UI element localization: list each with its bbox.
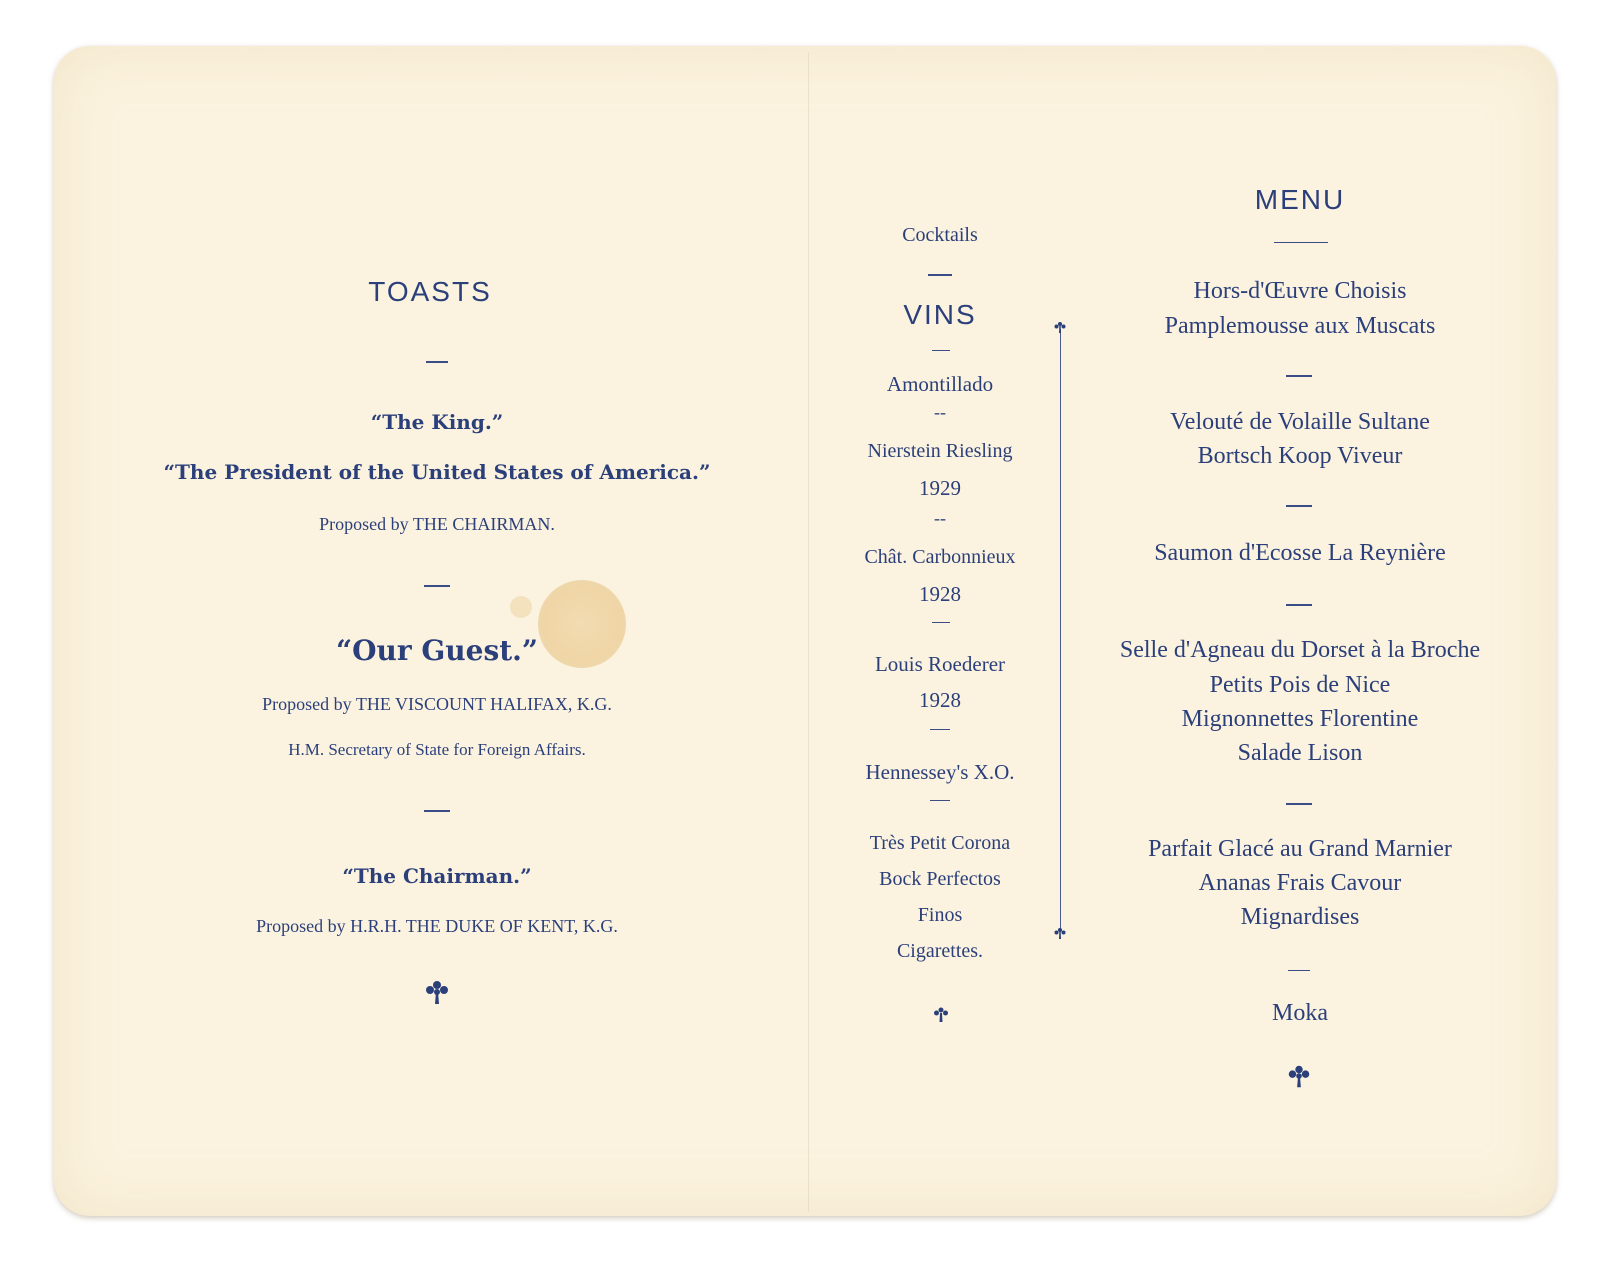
vins-title: VINS	[903, 299, 977, 330]
column-rule	[1060, 330, 1061, 932]
fleur-ornament-icon	[932, 1005, 950, 1028]
menu-course-item: Parfait Glacé au Grand Marnier	[1148, 836, 1452, 862]
toast-president: “The President of the United States of America.”	[163, 460, 711, 484]
toast3-proposed: Proposed by H.R.H. THE DUKE OF KENT, K.G.	[256, 916, 618, 936]
menu-course-item: Ananas Frais Cavour	[1198, 870, 1402, 896]
divider	[930, 729, 950, 730]
menu-course-item: Mignonnettes Florentine	[1181, 706, 1419, 732]
wine-year-riesling: 1929	[919, 476, 961, 500]
toast2-role: H.M. Secretary of State for Foreign Affairs.	[288, 740, 586, 759]
menu-course-item: Velouté de Volaille Sultane	[1170, 409, 1430, 435]
divider	[424, 585, 450, 587]
menu-course-item: Hors-d'Œuvre Choisis	[1193, 278, 1407, 304]
menu-course-item: Moka	[1272, 1000, 1328, 1026]
wine-year-roederer: 1928	[919, 688, 961, 712]
divider	[932, 350, 950, 351]
menu-course-item: Selle d'Agneau du Dorset à la Broche	[1119, 637, 1481, 663]
dash-text: --	[934, 402, 946, 422]
menu-course-item: Pamplemousse aux Muscats	[1164, 313, 1436, 339]
menu-course-item: Salade Lison	[1237, 740, 1363, 766]
stain-mark-small	[510, 596, 532, 618]
fleur-ornament-icon	[1285, 1062, 1313, 1095]
toast1-proposed: Proposed by THE CHAIRMAN.	[319, 514, 555, 534]
cocktails-label: Cocktails	[902, 224, 978, 246]
menu-course-item: Mignardises	[1240, 904, 1360, 930]
divider	[1286, 803, 1312, 805]
wine-item-amontillado: Amontillado	[886, 372, 994, 396]
divider	[1288, 970, 1310, 971]
fold-line	[808, 52, 810, 1212]
fleur-ornament-icon	[1053, 320, 1067, 339]
toasts-title: TOASTS	[368, 276, 492, 307]
smoke-item: Finos	[917, 904, 963, 926]
wine-year-carbonnieux: 1928	[919, 582, 961, 606]
menu-title: MENU	[1254, 184, 1346, 215]
menu-course-item: Bortsch Koop Viveur	[1197, 443, 1403, 469]
divider	[930, 800, 950, 801]
toast-our-guest: “Our Guest.”	[336, 634, 538, 667]
smoke-item: Bock Perfectos	[879, 868, 1001, 890]
toast-king: “The King.”	[370, 410, 504, 434]
divider	[424, 810, 450, 812]
menu-course-item: Saumon d'Ecosse La Reynière	[1154, 540, 1446, 566]
smoke-item: Très Petit Corona	[869, 832, 1011, 854]
menu-card	[54, 46, 1556, 1216]
toast2-proposed: Proposed by THE VISCOUNT HALIFAX, K.G.	[262, 694, 612, 714]
divider	[1286, 375, 1312, 377]
divider	[1274, 242, 1328, 243]
wine-item-carbonnieux: Chât. Carbonnieux	[864, 546, 1016, 568]
wine-item-roederer: Louis Roederer	[874, 652, 1006, 676]
divider	[1286, 505, 1312, 507]
divider	[426, 361, 448, 363]
fleur-ornament-icon	[422, 977, 452, 1012]
menu-course-item: Petits Pois de Nice	[1209, 672, 1391, 698]
wine-item-riesling: Nierstein Riesling	[867, 440, 1013, 462]
dash-text: --	[934, 508, 946, 528]
divider	[932, 622, 950, 623]
wine-item-hennessey: Hennessey's X.O.	[865, 760, 1015, 784]
divider	[928, 274, 952, 276]
divider	[1286, 604, 1312, 606]
toast-chairman: “The Chairman.”	[342, 864, 532, 888]
smoke-item: Cigarettes.	[896, 940, 984, 962]
fleur-ornament-icon	[1053, 926, 1067, 945]
